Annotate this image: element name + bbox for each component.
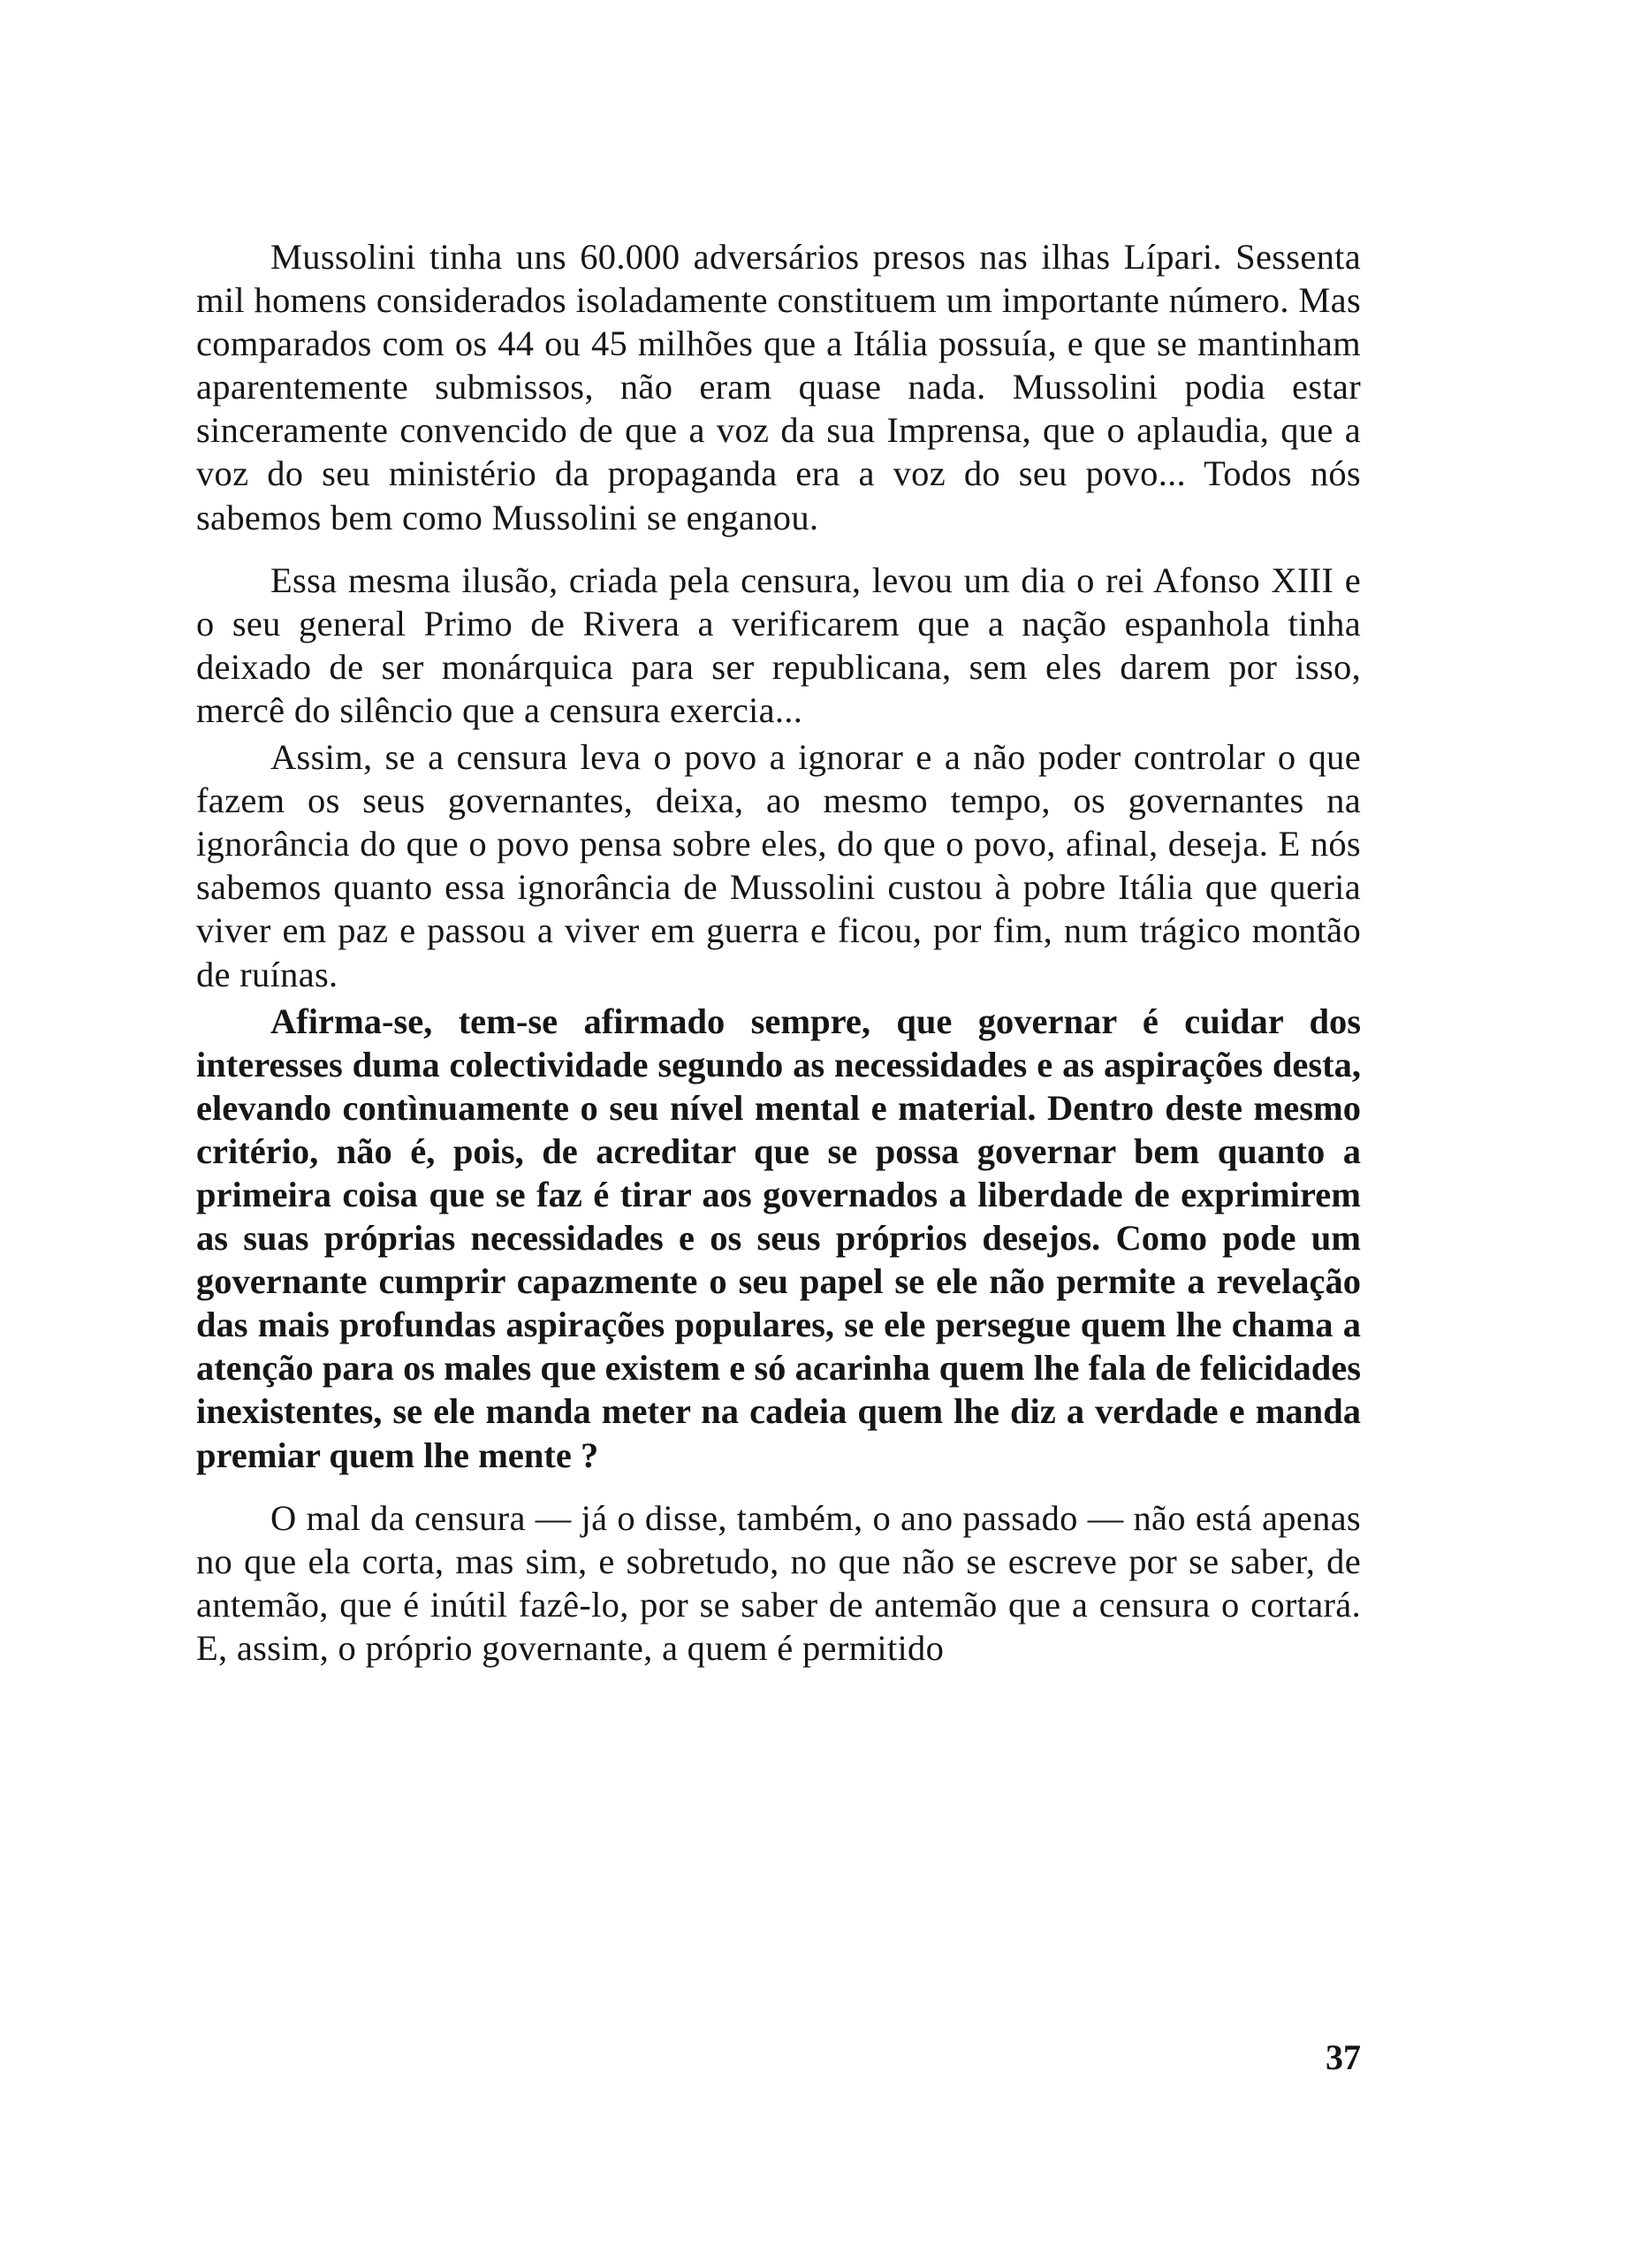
paragraph-mussolini-prisoners: Mussolini tinha uns 60.000 adversários presos nas ilhas Lípari. Sessenta mil homens considerados isoladamente constituem um importante número. Mas comparados com os 44 ou 45 milhões que a Itália possuía, e que se mantinham aparentemente submissos, não eram quase nada. Mussolini podia estar sinceramente convencido de que a voz da sua Imprensa, que o aplaudia, que a voz do seu ministério da propaganda era a voz do seu povo... Todos nós sabemos bem como Mussolini se enganou. — [196, 237, 1361, 537]
body-text — [196, 235, 1361, 1670]
page-number: 37 — [1326, 2037, 1361, 2077]
paragraph-afonso-xiii: Essa mesma ilusão, criada pela censura, levou um dia o rei Afonso XIII e o seu general Primo de Rivera a verificarem que a nação espanhola tinha deixado de ser monárquica para ser republicana, sem eles darem por isso, mercê do silêncio que a censura exercia... — [196, 559, 1361, 730]
paragraph-governing: Afirma-se, tem-se afirmado sempre, que governar é cuidar dos interesses duma colectividade segundo as necessidades e as aspirações desta, elevando contìnuamente o seu nível mental e material. Dentro deste mesmo critério, não é, pois, de acreditar que se possa governar bem quanto a primeira coisa que se faz é tirar aos governados a liberdade de exprimirem as suas próprias necessidades e os seus próprios desejos. Como pode um governante cumprir capazmente o seu papel se ele não permite a revelação das mais profundas aspirações populares, se ele persegue quem lhe chama a atenção para os males que existem e só acarinha quem lhe fala de felicidades inexistentes, se ele manda meter na cadeia quem lhe diz a verdade e manda premiar quem lhe mente ? — [196, 1001, 1361, 1475]
paragraph-ignorance: Assim, se a censura leva o povo a ignorar e a não poder controlar o que fazem os seus governantes, deixa, ao mesmo tempo, os governantes na ignorância do que o povo pensa sobre eles, do que o povo, afinal, deseja. E nós sabemos quanto essa ignorância de Mussolini custou à pobre Itália que queria viver em paz e passou a viver em guerra e ficou, por fim, num trágico montão de ruínas. — [196, 737, 1361, 994]
paragraph-censorship-harm: O mal da censura — já o disse, também, o ano passado — não está apenas no que ela corta, mas sim, e sobretudo, no que não se escreve por se saber, de antemão, que é inútil fazê-lo, por se saber de antemão que a censura o cortará. E, assim, o próprio governante, a quem é permitido — [196, 1497, 1361, 1668]
